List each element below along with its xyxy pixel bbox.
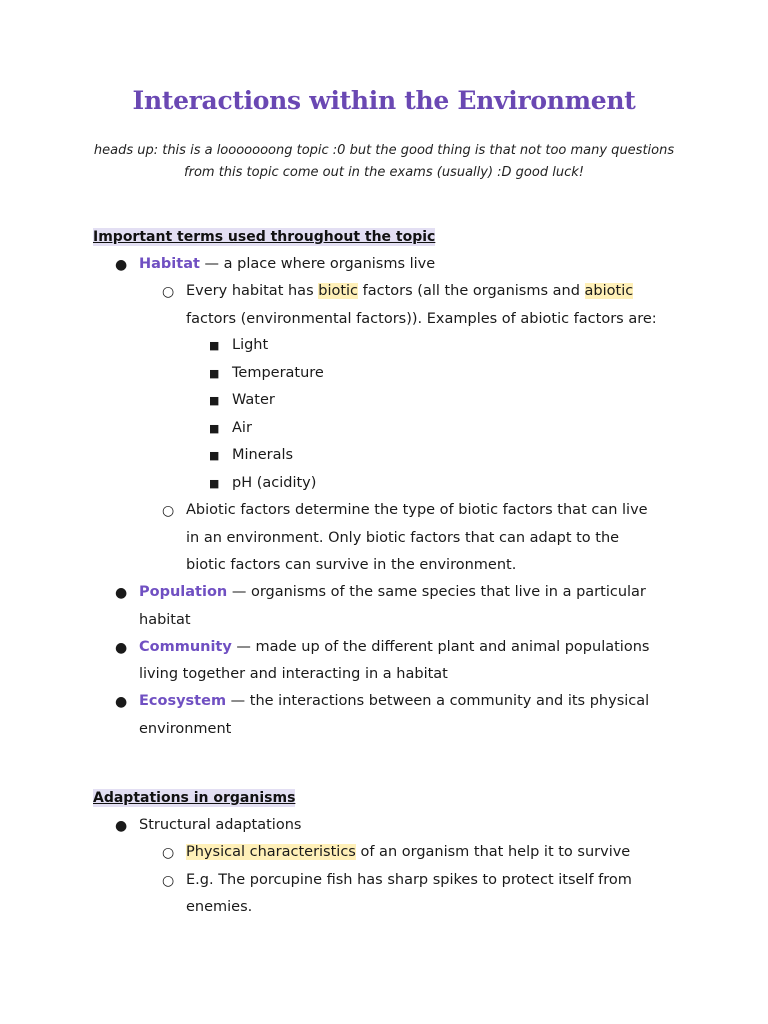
bullet-level2: ○ xyxy=(162,503,175,519)
bullet-level3: ■ xyxy=(209,339,220,352)
bullet-level3: ■ xyxy=(209,449,220,462)
abiotic-example: Minerals xyxy=(232,447,294,463)
bullet-level1: ● xyxy=(115,818,128,834)
population-def-line2: habitat xyxy=(139,612,191,628)
bullet-level1: ● xyxy=(115,585,128,601)
section-heading-important-terms: Important terms used throughout the topic xyxy=(93,229,436,245)
bullet-level1: ● xyxy=(115,257,128,273)
list-item-population: Population — organisms of the same species that live in a particular xyxy=(139,584,646,600)
community-def-line2: living together and interacting in a habitat xyxy=(139,666,448,682)
definition-habitat: — a place where organisms live xyxy=(199,256,436,272)
structural-sub-example-line1: E.g. The porcupine fish has sharp spikes to protect itself from xyxy=(186,872,632,888)
bullet-level2: ○ xyxy=(162,284,175,300)
highlight-abiotic: abiotic xyxy=(584,283,634,299)
highlight-biotic: biotic xyxy=(318,283,359,299)
term-community: Community xyxy=(139,639,232,655)
ecosystem-def-line2: environment xyxy=(139,721,232,737)
intro-line-2: from this topic come out in the exams (usually) :D good luck! xyxy=(184,165,584,180)
list-item-community: Community — made up of the different plant and animal populations xyxy=(139,639,650,655)
term-ecosystem: Ecosystem xyxy=(139,693,227,709)
term-population: Population xyxy=(139,584,228,600)
habitat-sub-biotic: Every habitat has biotic factors (all the organisms and abiotic xyxy=(186,283,634,299)
abiotic-example: Temperature xyxy=(232,365,324,381)
bullet-level1: ● xyxy=(115,694,128,710)
structural-sub-physical: Physical characteristics of an organism that help it to survive xyxy=(186,844,631,860)
bullet-level3: ■ xyxy=(209,422,220,435)
list-item-habitat xyxy=(139,254,435,274)
term-habitat: Habitat xyxy=(139,256,200,272)
habitat-sub-abiotic-line2: in an environment. Only biotic factors that can adapt to the xyxy=(186,530,620,546)
habitat-sub-biotic-line2: factors (environmental factors)). Examples of abiotic factors are: xyxy=(186,311,657,327)
page-title: Interactions within the Environment xyxy=(132,86,636,115)
intro-note xyxy=(60,140,708,184)
bullet-level1: ● xyxy=(115,640,128,656)
bullet-level2: ○ xyxy=(162,873,175,889)
abiotic-example: Air xyxy=(232,420,252,436)
list-item-ecosystem: Ecosystem — the interactions between a community and its physical xyxy=(139,693,650,709)
bullet-level3: ■ xyxy=(209,394,220,407)
habitat-sub-abiotic-line1: Abiotic factors determine the type of biotic factors that can live xyxy=(186,502,648,518)
abiotic-example: pH (acidity) xyxy=(232,475,317,491)
abiotic-example: Light xyxy=(232,337,269,353)
highlight-physical-characteristics: Physical characteristics xyxy=(186,844,356,860)
structural-sub-example-line2: enemies. xyxy=(186,899,253,915)
habitat-sub-abiotic-line3: biotic factors can survive in the environment. xyxy=(186,557,517,573)
bullet-level3: ■ xyxy=(209,477,220,490)
bullet-level2: ○ xyxy=(162,845,175,861)
intro-line-1: heads up: this is a looooooong topic :0 but the good thing is that not too many questions xyxy=(93,143,675,158)
bullet-level3: ■ xyxy=(209,367,220,380)
abiotic-example: Water xyxy=(232,392,275,408)
section-heading-adaptations: Adaptations in organisms xyxy=(93,790,296,806)
list-item-structural-adaptations: Structural adaptations xyxy=(139,817,302,833)
